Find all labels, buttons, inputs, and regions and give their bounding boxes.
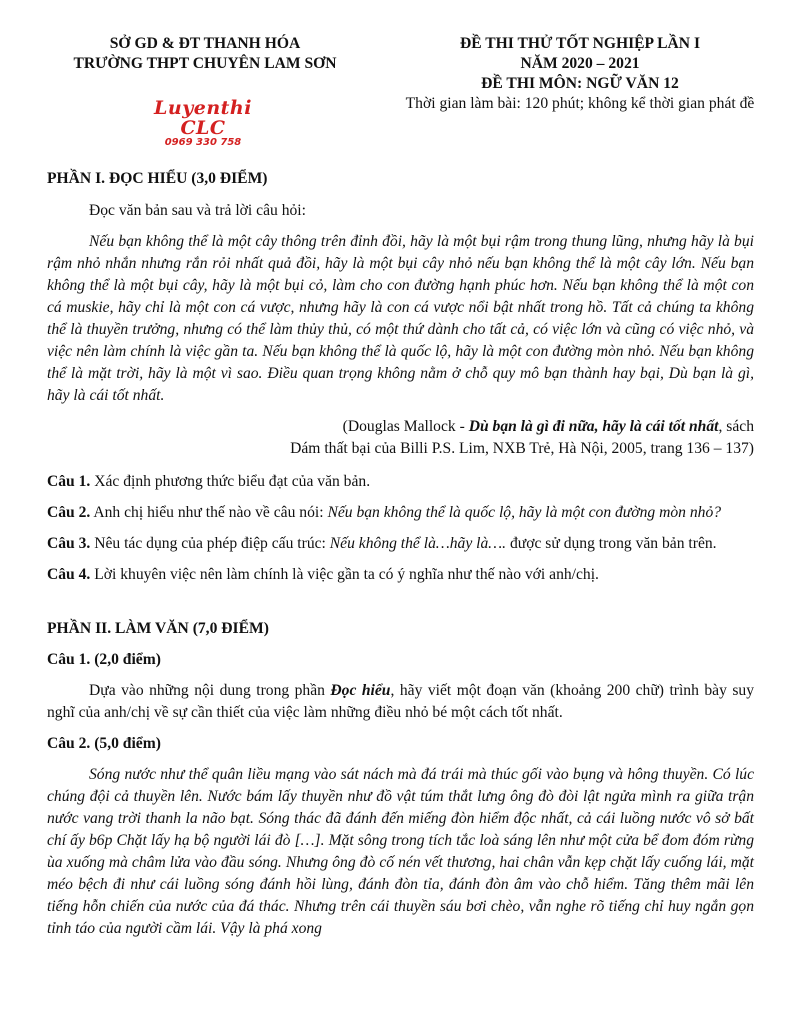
question-2	[47, 502, 754, 524]
school-header	[40, 34, 370, 74]
prompt-emphasis: Đọc hiểu	[330, 682, 391, 699]
writing-q2-passage: Sóng nước như thể quân liều mạng vào sát nách mà đá trái mà thúc gối vào bụng và hông thuyền. Có lúc chúng đội cả thuyền lên. Nước bám lấy thuyền như đồ vật túm thắt lưng ông đò đòi lật ngửa mình ra giữa trận nước vang trời thanh la não bạt. Sóng thác đã đánh đến miếng đòn hiểm độc nhất, cả cái luồng nước vô sở bất chí ấy b6p Chặt lấy hạ bộ người lái đò […]. Mặt sông trong tích tắc loà sáng lên như một cửa bể đom đóm rừng ùa xuống mà châm lửa vào đầu sóng. Nhưng ông đò cố nén vết thương, hai chân vẫn kẹp chặt lấy cuống lái, mặt méo bệch đi như cái luồng sóng đánh hồi lùng, đánh đòn tỉa, đánh đòn âm vào chỗ hiểm. Tăng thêm mãi lên tiếng hỗn chiến của nước của đá thác. Nhưng trên cái thuyền sáu bơi chèo, vẫn nghe rõ tiếng chỉ huy ngắn gọn tỉnh táo của người cầm lái. Vậy là phá xong	[47, 766, 754, 937]
question-number: Câu 1.	[47, 473, 91, 490]
reading-instruction: Đọc văn bản sau và trả lời câu hỏi:	[89, 202, 306, 219]
question-tail: được sử dụng trong văn bản trên.	[506, 535, 717, 552]
reading-passage: Nếu bạn không thể là một cây thông trên đỉnh đồi, hãy là một bụi rậm trong thung lũng, nhưng hãy là bụi rậm nhỏ nhắn nhưng rắn rỏi nhất quả đồi, hãy là một bụi cây nhỏ nếu bạn không thể là một cây lớn. Nếu bạn không thể là một bụi cây, hãy là một bụi cỏ, làm cho con đường hạnh phúc hơn. Nếu bạn không thể là một con cá muskie, hãy chỉ là một con cá vược, nhưng hãy là con cá vược nổi bật nhất trong hồ. Tất cả chúng ta không thể là thuyền trưởng, nhưng có thể làm thủy thủ, có một thứ dành cho tất cả, có việc lớn và cũng có việc nhỏ, và việc nên làm chính là việc gần ta. Nếu bạn không thể là quốc lộ, hãy là một con đường mòn nhỏ. Nếu bạn không thể là mặt trời, hãy là một vì sao. Điều quan trọng không nằm ở chỗ quy mô bạn thành hay bại, Dù bạn là gì, hãy là cái tốt nhất.	[47, 233, 754, 404]
exam-content	[47, 168, 754, 940]
exam-year: NĂM 2020 – 2021	[520, 55, 640, 72]
question-text: Xác định phương thức biểu đạt của văn bản.	[90, 473, 371, 490]
school-name: TRƯỜNG THPT CHUYÊN LAM SƠN	[73, 55, 337, 72]
exam-subject: ĐỀ THI MÔN: NGỮ VĂN 12	[481, 75, 679, 92]
passage-source	[47, 416, 754, 460]
logo-phone: 0969 330 758	[164, 137, 242, 148]
logo-text: Luyenthi CLC	[154, 97, 252, 139]
writing-q2-heading: Câu 2. (5,0 điểm)	[47, 735, 161, 752]
exam-title: ĐỀ THI THỬ TỐT NGHIỆP LẦN I	[459, 35, 701, 52]
source-title: Dù bạn là gì đi nữa, hãy là cái tốt nhất	[468, 418, 719, 435]
question-quote: Nếu bạn không thể là quốc lộ, hãy là một con đường mòn nhỏ?	[327, 504, 722, 521]
question-text: Anh chị hiểu như thế nào về câu nói:	[90, 504, 328, 521]
exam-time: Thời gian làm bài: 120 phút; không kể thời gian phát đề	[405, 95, 755, 112]
source-line-2: Dám thất bại của Billi P.S. Lim, NXB Trẻ, Hà Nội, 2005, trang 136 – 137)	[290, 440, 754, 457]
question-text: Nêu tác dụng của phép điệp cấu trúc:	[90, 535, 330, 552]
department-name: SỞ GD & ĐT THANH HÓA	[109, 35, 301, 52]
question-quote: Nếu không thể là…hãy là….	[329, 535, 507, 552]
question-1	[47, 471, 754, 493]
writing-q1-prompt	[47, 680, 754, 724]
question-number: Câu 3.	[47, 535, 91, 552]
prompt-pre: Dựa vào những nội dung trong phần	[89, 682, 331, 699]
exam-header	[390, 34, 770, 114]
source-prefix: (Douglas Mallock -	[342, 418, 469, 435]
writing-q1-heading: Câu 1. (2,0 điểm)	[47, 651, 161, 668]
question-number: Câu 2.	[47, 504, 91, 521]
watermark-logo	[128, 98, 278, 149]
source-suffix: , sách	[718, 418, 754, 435]
question-number: Câu 4.	[47, 566, 91, 583]
question-4	[47, 564, 754, 586]
part2-heading: PHẦN II. LÀM VĂN (7,0 ĐIỂM)	[47, 620, 269, 637]
part1-heading: PHẦN I. ĐỌC HIỂU (3,0 ĐIỂM)	[47, 170, 268, 187]
question-3	[47, 533, 754, 555]
question-text: Lời khuyên việc nên làm chính là việc gần ta có ý nghĩa như thế nào với anh/chị.	[90, 566, 599, 583]
prompt-post: , hãy viết một đoạn văn (khoảng 200 chữ) trình bày suy nghĩ của anh/chị về sự cần thiết của việc làm những điều nhỏ bé một cách tốt nhất.	[47, 682, 755, 721]
